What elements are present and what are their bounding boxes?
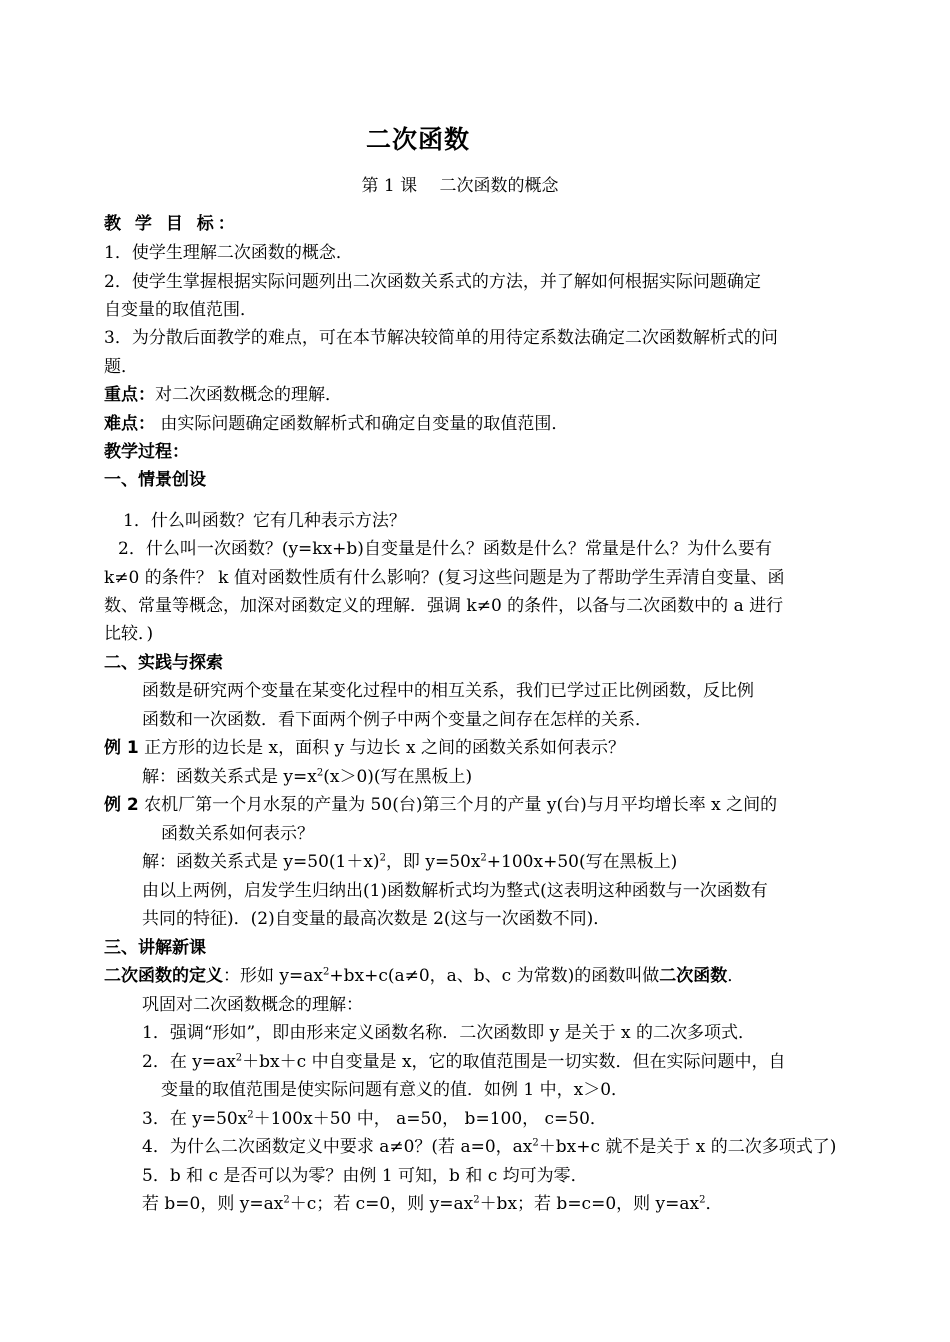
text-run: ．	[705, 1194, 723, 1214]
superscript: 2	[480, 852, 487, 864]
text-run: 3．在 y=50x	[142, 1109, 248, 1129]
summary-line-1: 由以上两例，启发学生归纳出(1)函数解析式均为整式(这表明这种函数与一次函数有	[142, 881, 768, 901]
goal-2-line-2: 自变量的取值范围．	[104, 300, 257, 320]
example-2-label: 例 2	[104, 795, 139, 815]
definition-label: 二次函数的定义	[104, 966, 223, 986]
section-2-heading: 二、实践与探索	[104, 653, 223, 673]
key-text: 对二次函数概念的理解．	[155, 385, 342, 405]
text-run: 解：函数关系式是 y=50(1＋x)	[142, 852, 380, 872]
definition	[104, 964, 744, 988]
question-2-line-4: 比较．)	[104, 624, 154, 644]
doc-title: 二次函数	[365, 125, 470, 154]
process-heading: 教学过程：	[104, 442, 189, 462]
text-run: ：形如 y=ax	[223, 966, 323, 986]
question-2-line-2: k≠0 的条件？ k 值对函数性质有什么影响？(复习这些问题是为了帮助学生弄清自变量、函	[104, 568, 785, 588]
superscript: 2	[532, 1137, 539, 1149]
text-run: 4．为什么二次函数定义中要求 a≠0？(若 a=0，ax	[142, 1137, 533, 1157]
superscript: 2	[283, 1194, 290, 1206]
text-run: ＋bx；若 b=c=0，则 y=ax	[479, 1194, 700, 1214]
example-2	[104, 793, 777, 817]
example-2-solution	[142, 850, 677, 874]
question-1: 1．什么叫函数？它有几种表示方法？	[123, 511, 406, 531]
text-run: ＋bx＋c 中自变量是 x，它的取值范围是一切实数．但在实际问题中，自	[242, 1052, 786, 1072]
summary-line-2: 共同的特征)．(2)自变量的最高次数是 2(这与一次函数不同)．	[142, 909, 611, 929]
point-1: 1．强调“形如”，即由形来定义函数名称．二次函数即 y 是关于 x 的二次多项式．	[142, 1023, 756, 1043]
point-4	[142, 1135, 836, 1159]
text-run: ＋c；若 c=0，则 y=ax	[289, 1194, 474, 1214]
point-2-line-2: 变量的取值范围是使实际问题有意义的值．如例 1 中，x＞0．	[161, 1080, 629, 1100]
example-1-text: 正方形的边长是 x，面积 y 与边长 x 之间的函数关系如何表示？	[138, 738, 625, 758]
text-run: 若 b=0，则 y=ax	[142, 1194, 284, 1214]
superscript: 2	[379, 852, 386, 864]
point-3	[142, 1107, 607, 1131]
point-2-line-1	[142, 1050, 786, 1074]
definition-term: 二次函数	[659, 966, 728, 986]
question-2-line-3: 数、常量等概念，加深对函数定义的理解．强调 k≠0 的条件，以备与二次函数中的 a 进行	[104, 596, 784, 616]
example-2-text: 农机厂第一个月水泵的产量为 50(台)第三个月的产量 y(台)与月平均增长率 x 之间的	[138, 795, 778, 815]
goal-3-line-2: 题．	[104, 357, 138, 377]
goal-2-line-1: 2．使学生掌握根据实际问题列出二次函数关系式的方法，并了解如何根据实际问题确定	[104, 272, 761, 292]
example-1	[104, 736, 625, 760]
text-run: +bx+c(a≠0，a、b、c 为常数)的函数叫做	[329, 966, 660, 986]
goal-3-line-1: 3．为分散后面教学的难点，可在本节解决较简单的用待定系数法确定二次函数解析式的问	[104, 328, 778, 348]
text-run: 解：函数关系式是 y=x	[142, 767, 317, 787]
goals-heading: 教 学 目 标：	[104, 214, 239, 234]
point-5-cases	[142, 1192, 723, 1216]
example-1-label: 例 1	[104, 738, 139, 758]
difficulty	[104, 412, 568, 436]
key-label: 重点：	[104, 385, 155, 405]
text-run: (x＞0)(写在黑板上)	[323, 767, 473, 787]
key-point	[104, 383, 342, 407]
point-5: 5．b 和 c 是否可以为零？由例 1 可知，b 和 c 均可为零．	[142, 1166, 588, 1186]
superscript: 2	[316, 767, 324, 779]
section-1-heading: 一、情景创设	[104, 470, 206, 490]
superscript: 2	[473, 1194, 480, 1206]
example-2-line-2: 函数关系如何表示？	[161, 824, 314, 844]
diff-text: 由实际问题确定函数解析式和确定自变量的取值范围．	[155, 414, 569, 434]
superscript: 2	[699, 1194, 706, 1206]
intro-line-1: 函数是研究两个变量在某变化过程中的相互关系，我们已学过正比例函数，反比例	[142, 681, 754, 701]
text-run: +100x+50(写在黑板上)	[486, 852, 678, 872]
text-run: ＋bx+c 就不是关于 x 的二次多项式了)	[538, 1137, 837, 1157]
superscript: 2	[235, 1052, 243, 1064]
intro-line-2: 函数和一次函数．看下面两个例子中两个变量之间存在怎样的关系．	[142, 710, 652, 730]
example-1-solution	[142, 765, 472, 789]
text-run: ，即 y=50x	[385, 852, 481, 872]
section-3-heading: 三、讲解新课	[104, 938, 206, 958]
text-run: ＋100x＋50 中， a=50， b=100， c=50．	[253, 1109, 607, 1129]
text-run: 2．在 y=ax	[142, 1052, 236, 1072]
question-2-line-1: 2．什么叫一次函数？(y=kx+b)自变量是什么？函数是什么？常量是什么？为什么要有	[118, 539, 772, 559]
superscript: 2	[247, 1109, 254, 1121]
text-run: ．	[727, 966, 745, 986]
goal-1: 1．使学生理解二次函数的概念．	[104, 243, 353, 263]
superscript: 2	[322, 966, 330, 978]
diff-label: 难点：	[104, 414, 155, 434]
consolidate-heading: 巩固对二次函数概念的理解：	[142, 995, 363, 1015]
doc-subtitle: 第 1 课 二次函数的概念	[361, 176, 559, 196]
